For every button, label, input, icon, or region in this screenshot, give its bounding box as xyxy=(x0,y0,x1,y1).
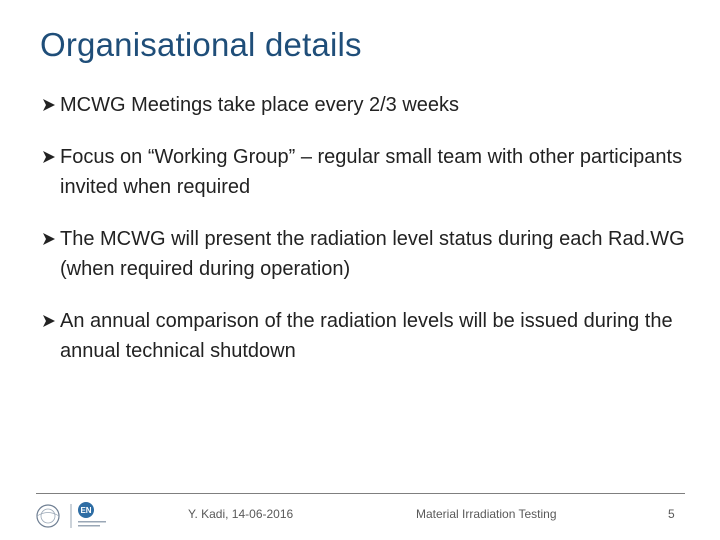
slide-title: Organisational details xyxy=(40,26,362,63)
bullet-item xyxy=(42,90,718,120)
arrow-bullet-icon xyxy=(42,142,60,172)
footer-topic: Material Irradiation Testing xyxy=(416,507,557,521)
bullet-item xyxy=(42,306,718,366)
footer-author-date: Y. Kadi, 14-06-2016 xyxy=(188,507,294,521)
bullet-text: The MCWG will present the radiation level status during each Rad.WG (when required during operation) xyxy=(60,228,685,280)
en-department-logo xyxy=(78,502,106,527)
bullet-item xyxy=(42,142,718,202)
arrow-bullet-icon xyxy=(42,224,60,254)
arrow-bullet-icon xyxy=(42,306,60,336)
bullet-item xyxy=(42,224,718,284)
arrow-bullet-icon xyxy=(42,90,60,120)
bullet-list xyxy=(42,90,718,366)
cern-logo xyxy=(37,505,59,527)
footer-logos xyxy=(34,500,118,532)
logo-text: EN xyxy=(80,506,92,515)
page-number: 5 xyxy=(668,507,675,521)
bullet-text: MCWG Meetings take place every 2/3 weeks xyxy=(60,94,460,116)
footer-rule xyxy=(36,493,685,494)
bullet-text: An annual comparison of the radiation levels will be issued during the annual technical shutdown xyxy=(60,310,673,362)
bullet-text: Focus on “Working Group” – regular small team with other participants invited when required xyxy=(60,146,683,198)
